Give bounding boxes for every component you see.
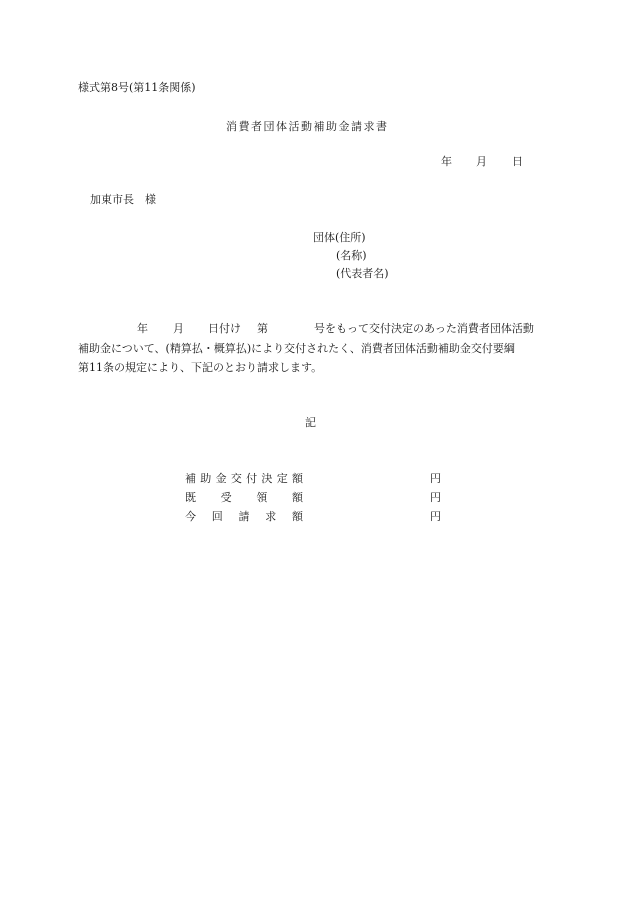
ki-heading: 記 [305,416,316,429]
date-day: 日 [512,155,523,168]
amount-row-this-request [185,510,441,524]
body-line-2: 補助金について、(精算払・概算払)により交付されたく、消費者団体活動補助金交付要綱 [78,342,515,355]
document-title: 消費者団体活動補助金請求書 [226,120,389,133]
amount-label: 補 助 金 交 付 決 定 額 [185,472,303,485]
amount-row-received [185,491,441,505]
amount-label: 今 回 請 求 額 [185,510,303,523]
form-number: 様式第8号(第11条関係) [78,81,196,94]
yen-unit: 円 [430,510,441,523]
ref-year: 年 [137,322,148,335]
ref-month: 月 [173,322,184,335]
amount-label: 既 受 領 額 [185,491,303,504]
body-line-1-rest: 号をもって交付決定のあった消費者団体活動 [314,322,534,335]
addressee: 加東市長 様 [90,193,156,206]
date-year: 年 [441,155,452,168]
applicant-group-address: 団体(住所) [313,231,366,244]
date-month: 月 [476,155,487,168]
amount-row-decided [185,472,441,486]
applicant-name: (名称) [336,249,367,262]
body-line-3: 第11条の規定により、下記のとおり請求します。 [78,361,323,374]
yen-unit: 円 [430,472,441,485]
applicant-representative: (代表者名) [336,267,389,280]
ref-dai: 第 [257,322,268,335]
ref-day: 日付け [208,322,241,335]
yen-unit: 円 [430,491,441,504]
